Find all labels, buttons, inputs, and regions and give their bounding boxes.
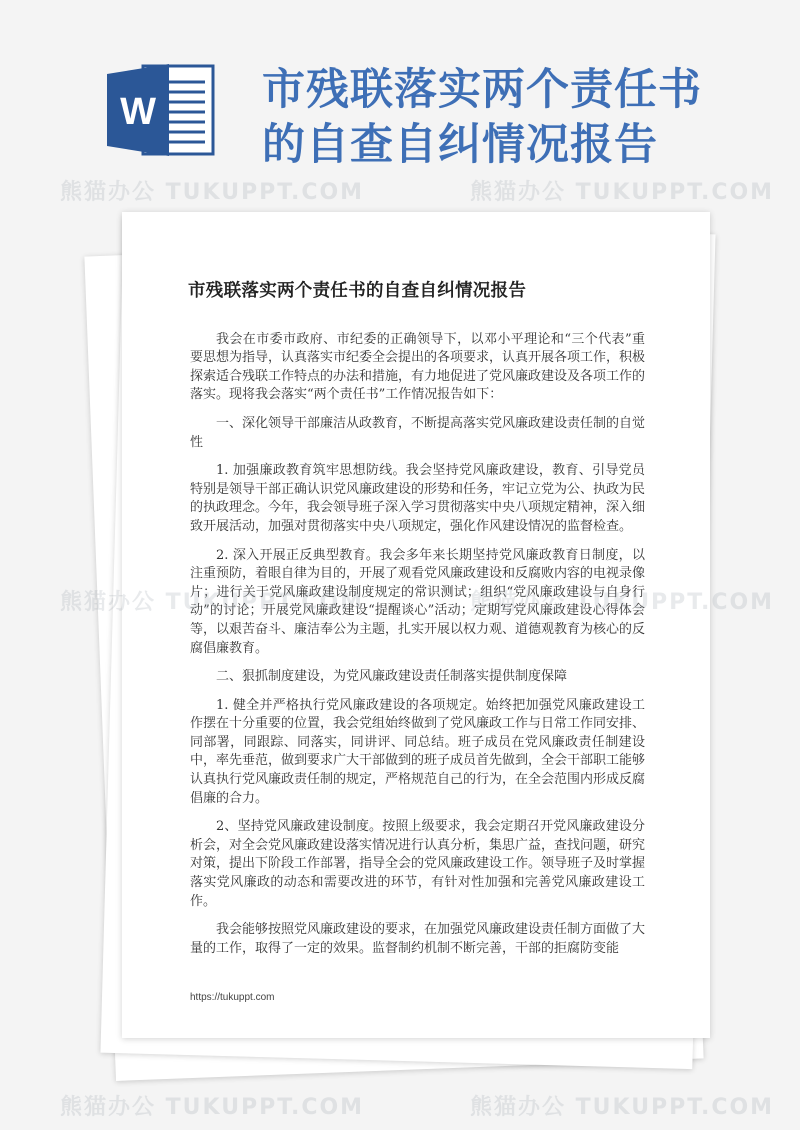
paragraph-2-2: 2、坚持党风廉政建设制度。按照上级要求，我会定期召开党风廉政建设分析会，对全会党风廉政建设落实情况进行认真分析，集思广益，查找问题，研究对策，提出下阶段工作部署，指导全会的党风廉政建设工作。领导班子及时掌握落实党风廉政的动态和需要改进的环节，有针对性加强和完善党风廉政建设工作。 xyxy=(190,819,646,909)
watermark: 熊猫办公 TUKUPPT.COM xyxy=(470,180,775,205)
watermark: 熊猫办公 TUKUPPT.COM xyxy=(60,590,365,615)
document-title: 市残联落实两个责任书的自查自纠情况报告 xyxy=(188,281,527,301)
footer-url[interactable]: https://tukuppt.com xyxy=(190,992,275,1003)
document-page xyxy=(122,212,710,1038)
section-heading-2: 二、狠抓制度建设，为党风廉政建设责任制落实提供制度保障 xyxy=(216,669,568,685)
banner-title-line-2: 的自查自纠情况报告 xyxy=(262,120,658,170)
word-icon xyxy=(103,60,223,160)
paragraph-2-1: 1. 健全并严格执行党风廉政建设的各项规定。始终把加强党风廉政建设工作摆在十分重要的位置，我会党组始终做到了党风廉政工作与日常工作同安排、同部署，同跟踪、同落实，同讲评、同总结。班子成员在党风廉政责任制建设中，率先垂范，做到要求广大干部做到的班子成员首先做到，全会干部职工能够认真执行党风廉政责任制的规定，严格规范自己的行为，在全会范围内形成反腐倡廉的合力。 xyxy=(190,697,646,806)
document-body xyxy=(190,282,645,968)
watermark: 熊猫办公 TUKUPPT.COM xyxy=(60,1095,365,1120)
banner-title-line-1: 市残联落实两个责任书 xyxy=(262,65,702,115)
paragraph-1-1: 1. 加强廉政教育筑牢思想防线。我会坚持党风廉政建设，教育、引导党员特别是领导干部正确认识党风廉政建设的形势和任务，牢记立党为公、执政为民的执政理念。今年，我会领导班子深入学习贯彻落实中央八项规定精神，深入细致开展活动，加强对贯彻落实中央八项规定，强化作风建设情况的监督检查。 xyxy=(190,463,646,534)
watermark: 熊猫办公 TUKUPPT.COM xyxy=(470,590,775,615)
watermark: 熊猫办公 TUKUPPT.COM xyxy=(470,1095,775,1120)
paragraph-1-2: 2. 深入开展正反典型教育。我会多年来长期坚持党风廉政教育日制度，以注重预防，着眼自律为目的，开展了观看党风廉政建设和反腐败内容的电视录像片；进行关于党风廉政建设制度规定的常识测试；组织“党风廉政建设与自身行动”的讨论；开展党风廉政建设“提醒谈心”活动；定期写党风廉政建设心得体会等，以艰苦奋斗、廉洁奉公为主题，扎实开展以权力观、道德观教育为核心的反腐倡廉教育。 xyxy=(190,547,646,656)
intro-paragraph: 我会在市委市政府、市纪委的正确领导下，以邓小平理论和“三个代表”重要思想为指导，认真落实市纪委全会提出的各项要求，认真开展各项工作，积极探索适合残联工作特点的办法和措施，有力地促进了党风廉政建设及各项工作的落实。现将我会落实“两个责任书”工作情况报告如下： xyxy=(190,331,646,403)
banner-title xyxy=(262,63,782,173)
closing-paragraph: 我会能够按照党风廉政建设的要求，在加强党风廉政建设责任制方面做了大量的工作，取得了一定的效果。监督制约机制不断完善，干部的拒腐防变能 xyxy=(190,922,646,956)
watermark: 熊猫办公 TUKUPPT.COM xyxy=(60,180,365,205)
header-banner xyxy=(0,0,800,210)
svg-text:W: W xyxy=(120,91,156,133)
section-heading-1: 一、深化领导干部廉洁从政教育，不断提高落实党风廉政建设责任制的自觉性 xyxy=(190,415,646,450)
